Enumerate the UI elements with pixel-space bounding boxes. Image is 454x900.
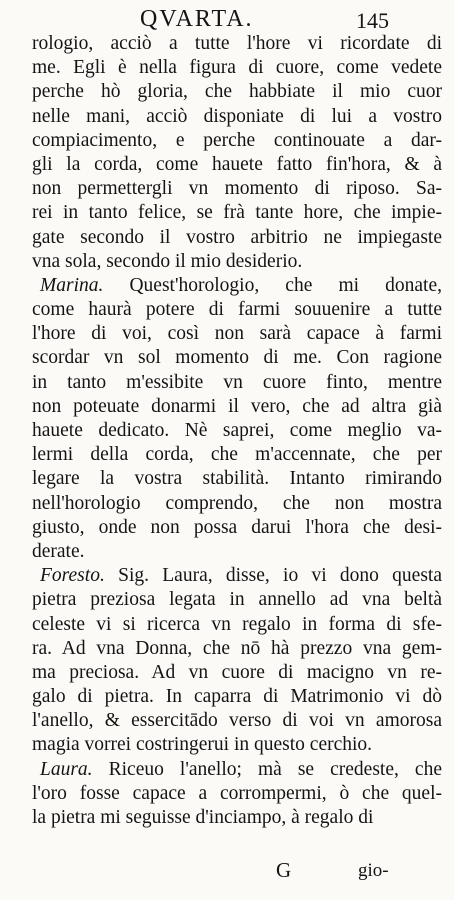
text-line: [32, 371, 442, 395]
line-text: vna sola, secondo il mio desiderio.: [32, 250, 303, 272]
text-line: [32, 758, 442, 782]
text-line: [32, 177, 442, 201]
line-text: perche hò gloria, che habbiate il mio cuor: [32, 81, 442, 103]
line-text: rei in tanto felice, se frà tante hore, che impie-: [32, 202, 442, 224]
text-line: [32, 322, 442, 346]
line-text: nelle mani, acciò disponiate di lui a vostro: [32, 105, 442, 127]
text-line: [32, 637, 442, 661]
line-text: la pietra mi seguisse d'inciampo, à regalo di: [32, 807, 374, 828]
line-text: giusto, onde non possa darui l'hora che desi-: [32, 516, 442, 538]
line-text: come haurà potere di farmi souuenire a tutte: [32, 299, 442, 321]
line-text: gate secondo il vostro arbitrio ne impiegaste: [32, 226, 442, 248]
text-line: [32, 564, 442, 588]
line-text: legare la vostra stabilità. Intanto rimirando: [32, 468, 442, 490]
line-text: in tanto m'essibite vn cuore finto, mentre: [32, 371, 442, 393]
text-line: [32, 443, 442, 467]
text-line: [32, 685, 442, 709]
text-line: [32, 782, 442, 806]
line-text: lermi della corda, che m'accennate, che per: [32, 444, 442, 466]
speaker-name: Laura.: [40, 758, 93, 780]
page-footer: [0, 858, 454, 888]
text-line: [32, 419, 442, 443]
text-line: [32, 56, 442, 80]
text-line: [32, 613, 442, 637]
text-line: [32, 32, 442, 56]
text-line: [32, 395, 442, 419]
line-text: compiacimento, e perche continouate a dar-: [32, 129, 442, 151]
text-line: [32, 129, 442, 153]
line-text: Quest'horologio, che mi donate,: [103, 274, 442, 296]
speaker-name: Marina.: [40, 274, 104, 296]
running-title: QVARTA.: [140, 6, 254, 32]
speaker-name: Foresto.: [40, 565, 105, 587]
text-line: [32, 661, 442, 685]
line-text: hauete dedicato. Nè saprei, come meglio va-: [32, 420, 442, 441]
text-line: [32, 709, 442, 733]
line-text: pietra preziosa legata in annello ad vna beltà: [32, 589, 442, 611]
line-text: me. Egli è nella figura di cuore, come vedete: [32, 57, 442, 79]
line-text: magia vorrei costringerui in questo cerchio.: [32, 734, 373, 756]
text-line: [32, 153, 442, 177]
page-number: 145: [356, 8, 389, 33]
line-text: ma preciosa. Ad vn cuore di macigno vn re-: [32, 661, 442, 683]
text-line: [32, 733, 442, 757]
text-line: [32, 105, 442, 129]
text-body: [32, 32, 442, 830]
signature-mark: G: [276, 858, 292, 882]
line-text: gli la corda, come hauete fatto fin'hora, & à: [32, 153, 442, 175]
line-text: l'hore di voi, così non sarà capace à farmi: [32, 323, 442, 345]
line-text: rologio, acciò a tutte l'hore vi ricordate di: [32, 33, 442, 54]
text-line: [32, 806, 442, 830]
line-text: galo di pietra. In caparra di Matrimonio vi dò: [32, 686, 442, 708]
line-text: ra. Ad vna Donna, che nō hà prezzo vna gem-: [32, 637, 442, 659]
text-line: [32, 80, 442, 104]
line-text: scordar vn sol momento di me. Con ragione: [32, 347, 442, 369]
text-line: [32, 201, 442, 225]
line-text: derate.: [32, 540, 85, 562]
text-line: [32, 516, 442, 540]
text-line: [32, 250, 442, 274]
line-text: celeste vi si ricerca vn regalo in forma di sfe-: [32, 613, 442, 635]
line-text: l'anello, & essercitādo verso di voi vn amorosa: [32, 710, 442, 732]
line-text: l'oro fosse capace a corrompermi, ò che quel-: [32, 782, 442, 804]
line-text: Sig. Laura, disse, io vi dono questa: [104, 565, 442, 587]
text-line: [32, 540, 442, 564]
catchword: gio-: [358, 860, 389, 881]
line-text: non permettergli vn momento di riposo. Sa-: [32, 178, 442, 200]
text-line: [32, 346, 442, 370]
text-line: [32, 298, 442, 322]
text-line: [32, 467, 442, 491]
line-text: nell'horologio comprendo, che non mostra: [32, 492, 442, 514]
text-line: [32, 588, 442, 612]
text-line: [32, 226, 442, 250]
line-text: Riceuo l'anello; mà se credeste, che: [92, 758, 442, 780]
line-text: non poteuate donarmi il vero, che ad altra già: [32, 395, 442, 417]
text-line: [32, 274, 442, 298]
text-line: [32, 492, 442, 516]
